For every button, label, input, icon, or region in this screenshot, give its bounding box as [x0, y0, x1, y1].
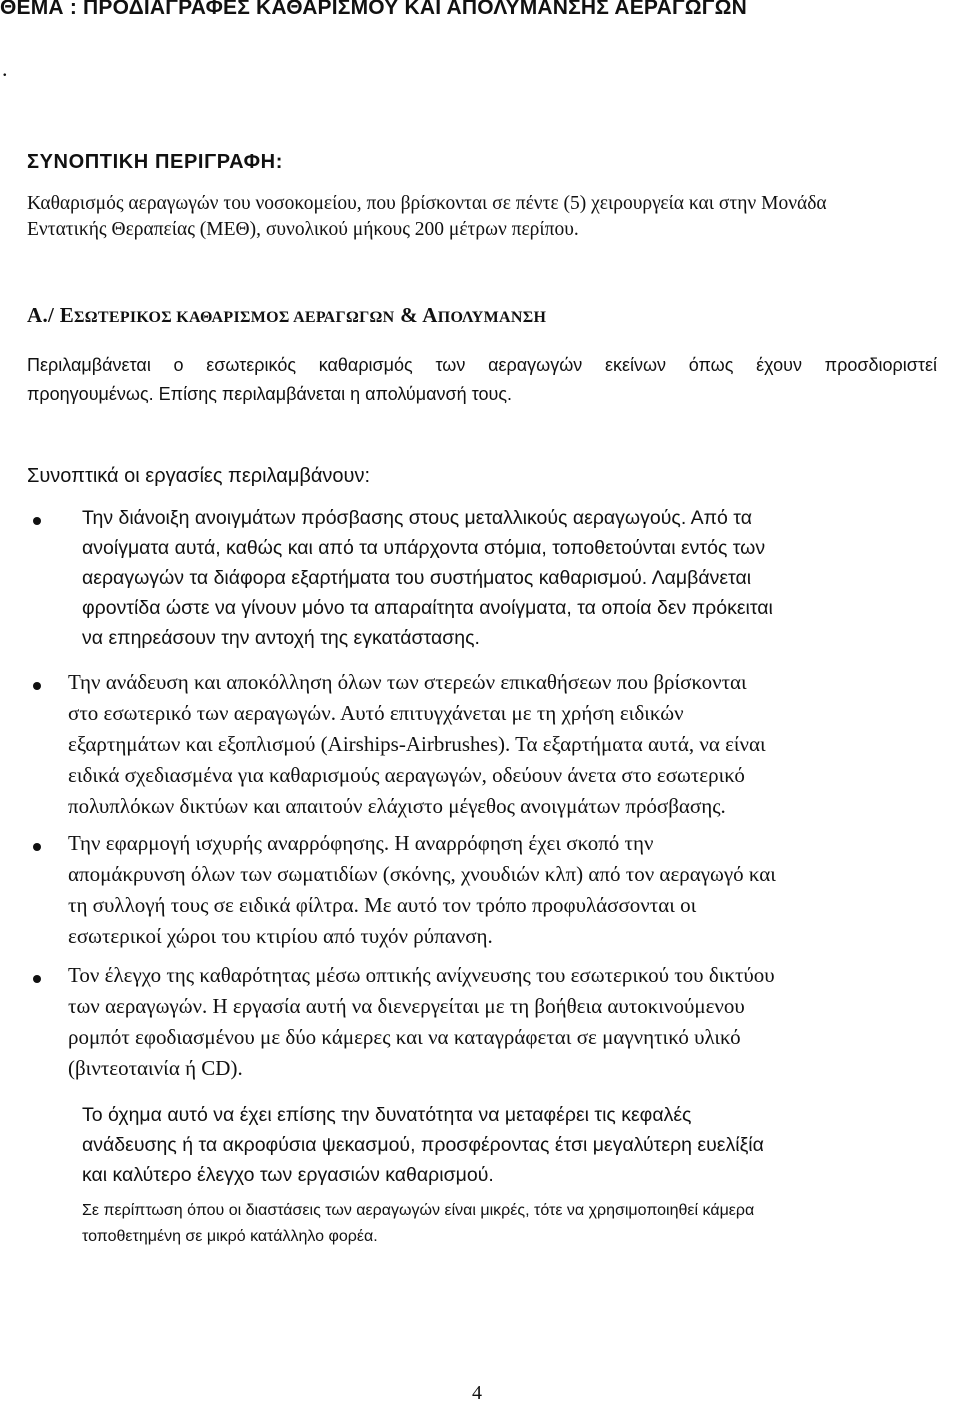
followup-line-2: ανάδευσης ή τα ακροφύσια ψεκασμού, προσφέροντας έτσι μεγαλύτερη ευελίξία [82, 1134, 764, 1156]
section-a-heading-amp: & Α [394, 303, 438, 327]
bullet-2-line: στο εσωτερικό των αεραγωγών. Αυτό επιτυγχάνεται με τη χρήση ειδικών [68, 701, 684, 725]
bullet-1-line: Την διάνοιξη ανοιγμάτων πρόσβασης στους μεταλλικούς αεραγωγούς. Από τα [82, 507, 752, 529]
intro-word: καθαρισμός [318, 355, 413, 375]
intro-word: ο [173, 355, 184, 375]
followup-line-3: και καλύτερο έλεγχο των εργασιών καθαρισμού. [82, 1164, 494, 1186]
intro-word: των [435, 355, 466, 375]
bullet-dot [33, 517, 41, 525]
section-a-heading-initial: Α./ Ε [27, 303, 75, 327]
bullet-4 [68, 960, 936, 1084]
bullet-2-line: πολυπλόκων δικτύων και απαιτούν ελάχιστο μέγεθος ανοιγμάτων πρόσβασης. [68, 794, 726, 818]
document-title: ΘΕΜΑ : ΠΡΟΔΙΑΓΡΑΦΕΣ ΚΑΘΑΡΙΣΜΟΥ ΚΑΙ ΑΠΟΛΥΜΑΝΣΗΣ ΑΕΡΑΓΩΓΩΝ [0, 0, 748, 19]
bullet-3-line: εσωτερικοί χώροι του κτιρίου από τυχόν ρύπανση. [68, 924, 493, 948]
bullet-dot [33, 682, 41, 690]
intro-word: όπως [688, 355, 734, 375]
bullet-4-line: των αεραγωγών. Η εργασία αυτή να διενεργείται με τη βοήθεια αυτοκινούμενου [68, 994, 745, 1018]
section-a-heading [27, 303, 546, 328]
note-line-1: Σε περίπτωση όπου οι διαστάσεις των αεραγωγών είναι μικρές, τότε να χρησιμοποιηθεί κάμερα [82, 1202, 755, 1219]
summary-line-1: Καθαρισμός αεραγωγών του νοσοκομείου, που βρίσκονται σε πέντε (5) χειρουργεία και στην Μονάδα [27, 193, 827, 214]
bullet-4-line: ρομπότ εφοδιασμένου με δύο κάμερες και να καταγράφεται σε μαγνητικό υλικό [68, 1025, 741, 1049]
bullet-1-line: φροντίδα ώστε να γίνουν μόνο τα απαραίτητα ανοίγματα, τα οποία δεν πρόκειται [82, 597, 773, 619]
bullet-3-line: τη συλλογή τους σε ειδικά φίλτρα. Με αυτό τον τρόπο προφυλάσσονται οι [68, 893, 697, 917]
intro-word: προσδιοριστεί [824, 355, 937, 375]
intro-word: αεραγωγών [488, 355, 583, 375]
intro-word: έχουν [756, 355, 802, 375]
section-a-intro-line-1 [27, 352, 937, 378]
section-a-heading-rest2: ΠΟΛΥΜΑΝΣΗ [437, 309, 547, 326]
intro-word: Περιλαμβάνεται [27, 355, 151, 375]
note-line-2: τοποθετημένη σε μικρό κατάλληλο φορέα. [82, 1228, 378, 1245]
bullet-2 [68, 667, 936, 822]
bullet-2-line: Την ανάδευση και αποκόλληση όλων των στερεών επικαθήσεων που βρίσκονται [68, 670, 747, 694]
bullet-2-line: εξαρτημάτων και εξοπλισμού (Airships-Airbrushes). Τα εξαρτήματα αυτά, να είναι [68, 732, 766, 756]
intro-word: εκείνων [604, 355, 667, 375]
followup-line-1: Το όχημα αυτό να έχει επίσης την δυνατότητα να μεταφέρει τις κεφαλές [82, 1104, 692, 1126]
bullet-dot [33, 843, 41, 851]
page-number: 4 [472, 1382, 482, 1404]
tasks-heading: Συνοπτικά οι εργασίες περιλαμβάνουν: [27, 465, 371, 487]
intro-word: εσωτερικός [206, 355, 297, 375]
bullet-1 [82, 503, 936, 653]
summary-heading: ΣΥΝΟΠΤΙΚΗ ΠΕΡΙΓΡΑΦΗ: [27, 151, 283, 173]
bullet-3-line: Την εφαρμογή ισχυρής αναρρόφησης. Η αναρρόφηση έχει σκοπό την [68, 831, 654, 855]
bullet-4-line: (βιντεοταινία ή CD). [68, 1056, 243, 1080]
stray-dot: . [2, 56, 8, 81]
section-a-heading-rest: ΣΩΤΕΡΙΚΟΣ ΚΑΘΑΡΙΣΜΟΣ ΑΕΡΑΓΩΓΩΝ [74, 309, 395, 326]
bullet-2-line: ειδικά σχεδιασμένα για καθαρισμούς αεραγωγών, οδεύουν άνετα στο εσωτερικό [68, 763, 745, 787]
bullet-dot [33, 975, 41, 983]
bullet-1-line: να επηρεάσουν την αντοχή της εγκατάστασης. [82, 627, 480, 649]
bullet-1-line: αεραγωγών τα διάφορα εξαρτήματα του συστήματος καθαρισμού. Λαμβάνεται [82, 567, 752, 589]
section-a-intro-line-2: προηγουμένως. Επίσης περιλαμβάνεται η απολύμανσή τους. [27, 384, 513, 404]
summary-line-2: Εντατικής Θεραπείας (ΜΕΘ), συνολικού μήκους 200 μέτρων περίπου. [27, 219, 579, 240]
bullet-3 [68, 828, 936, 952]
bullet-4-line: Τον έλεγχο της καθαρότητας μέσω οπτικής ανίχνευσης του εσωτερικού του δικτύου [68, 963, 775, 987]
bullet-3-line: απομάκρυνση όλων των σωματιδίων (σκόνης, χνουδιών κλπ) από τον αεραγωγό και [68, 862, 776, 886]
bullet-1-line: ανοίγματα αυτά, καθώς και από τα υπάρχοντα στόμια, τοποθετούνται εντός των [82, 537, 766, 559]
